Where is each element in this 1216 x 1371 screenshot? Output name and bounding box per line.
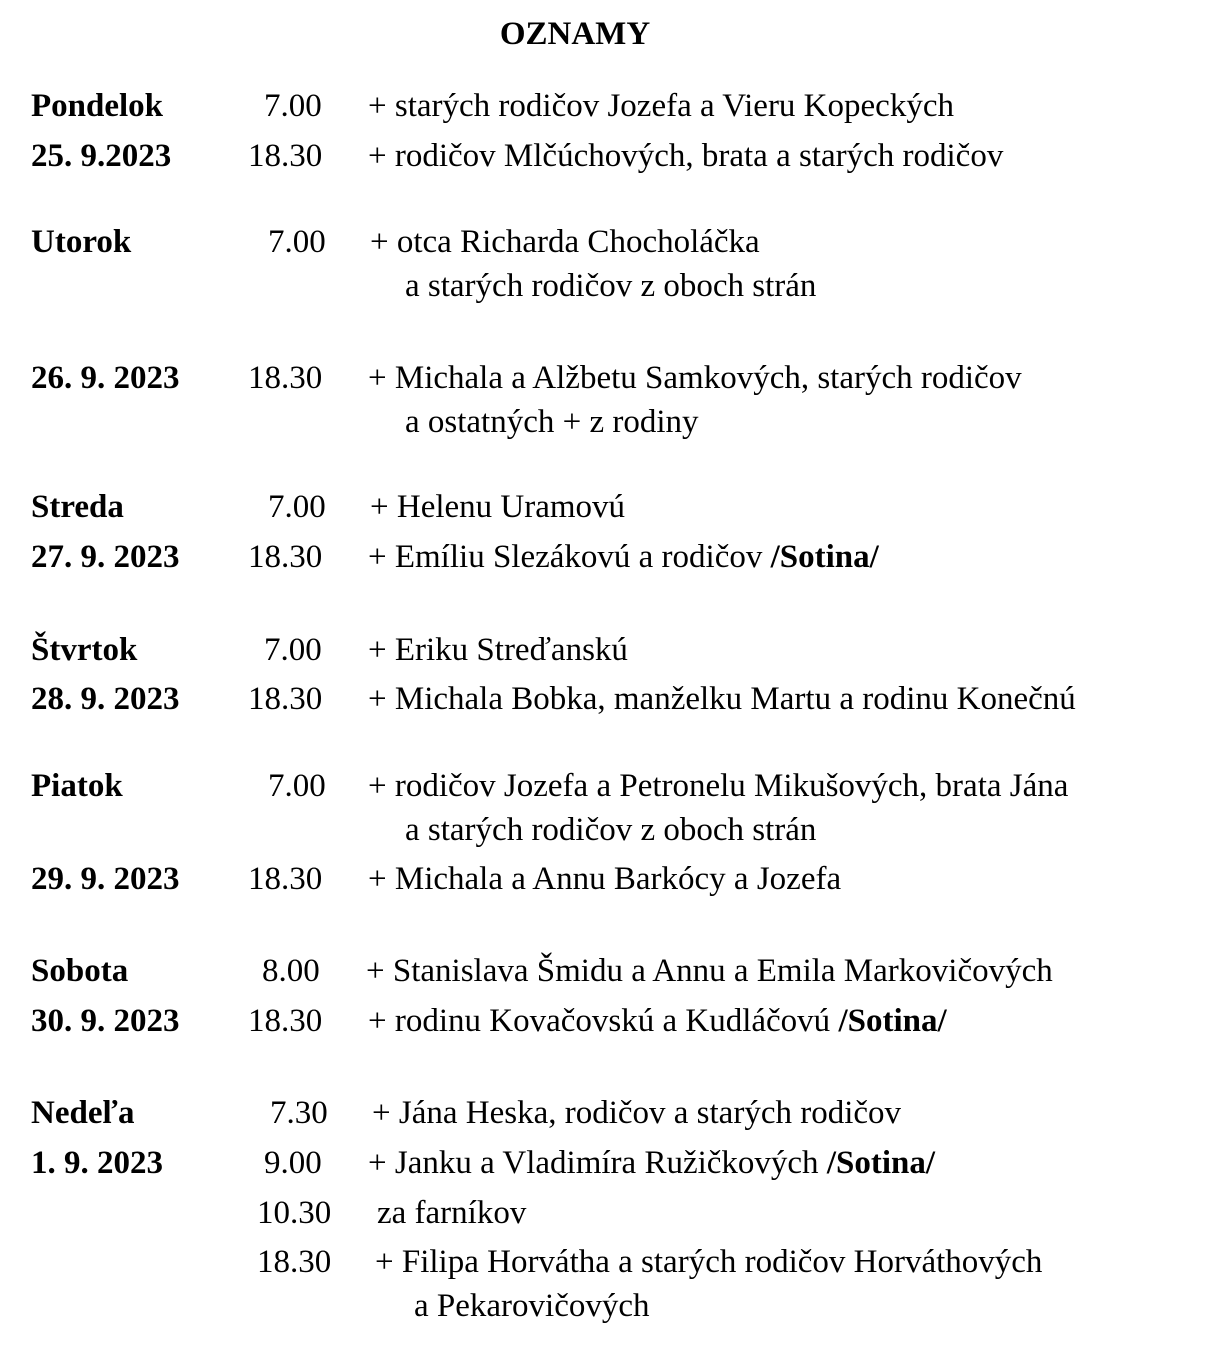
day-label: Sobota <box>31 953 129 989</box>
day-label: Štvrtok <box>31 632 138 668</box>
mass-time: 18.30 <box>248 138 323 174</box>
mass-time: 18.30 <box>257 1244 332 1280</box>
date-label: 27. 9. 2023 <box>31 539 180 575</box>
mass-time: 18.30 <box>248 861 323 897</box>
date-label: 28. 9. 2023 <box>31 681 180 717</box>
mass-intention: + Michala a Annu Barkócy a Jozefa <box>368 861 842 897</box>
date-label: 25. 9.2023 <box>31 138 172 174</box>
intention-text: + Emíliu Slezákovú a rodičov <box>368 539 771 575</box>
intention-text: + Janku a Vladimíra Ružičkových <box>368 1145 827 1181</box>
mass-time: 7.00 <box>264 632 322 668</box>
day-label: Nedeľa <box>31 1095 135 1131</box>
mass-intention-continued: a starých rodičov z oboch strán <box>405 812 817 848</box>
mass-intention: za farníkov <box>377 1195 527 1231</box>
place-tag: /Sotina/ <box>770 539 879 575</box>
place-tag: /Sotina/ <box>826 1145 936 1181</box>
mass-intention <box>368 1143 935 1183</box>
place-tag: /Sotina/ <box>838 1003 947 1039</box>
day-label: Pondelok <box>31 88 164 124</box>
mass-time: 7.30 <box>270 1095 328 1131</box>
mass-time: 18.30 <box>248 681 323 717</box>
mass-intention: + Jána Heska, rodičov a starých rodičov <box>372 1095 902 1131</box>
mass-intention <box>368 537 879 577</box>
mass-time: 10.30 <box>257 1195 332 1231</box>
date-label: 30. 9. 2023 <box>31 1003 180 1039</box>
mass-intention-continued: a Pekarovičových <box>414 1288 650 1324</box>
mass-intention: + Michala a Alžbetu Samkových, starých rodičov <box>368 360 1022 396</box>
mass-intention: + Helenu Uramovú <box>370 489 626 525</box>
mass-time: 7.00 <box>268 489 326 525</box>
mass-time: 7.00 <box>268 768 326 804</box>
intention-text: + rodinu Kovačovskú a Kudláčovú <box>368 1003 839 1039</box>
mass-intention-continued: a starých rodičov z oboch strán <box>405 268 817 304</box>
mass-time: 18.30 <box>248 539 323 575</box>
date-label: 1. 9. 2023 <box>31 1145 163 1181</box>
mass-intention-continued: a ostatných + z rodiny <box>405 404 699 440</box>
mass-time: 7.00 <box>264 88 322 124</box>
mass-intention: + Stanislava Šmidu a Annu a Emila Markovičových <box>366 953 1053 989</box>
mass-intention: + Filipa Horvátha a starých rodičov Horváthových <box>375 1244 1043 1280</box>
mass-intention: + rodičov Mlčúchových, brata a starých rodičov <box>368 138 1004 174</box>
mass-time: 9.00 <box>264 1145 322 1181</box>
mass-time: 7.00 <box>268 224 326 260</box>
mass-time: 18.30 <box>248 360 323 396</box>
mass-time: 18.30 <box>248 1003 323 1039</box>
day-label: Piatok <box>31 768 123 804</box>
mass-intention: + rodičov Jozefa a Petronelu Mikušových, brata Jána <box>368 768 1069 804</box>
mass-intention: + Michala Bobka, manželku Martu a rodinu Konečnú <box>368 681 1076 717</box>
mass-intention <box>368 1001 947 1041</box>
date-label: 26. 9. 2023 <box>31 360 180 396</box>
mass-intention: + Eriku Streďanskú <box>368 632 628 668</box>
page-title: OZNAMY <box>499 16 651 52</box>
mass-intention: + otca Richarda Chocholáčka <box>370 224 760 260</box>
day-label: Streda <box>31 489 124 525</box>
mass-time: 8.00 <box>262 953 320 989</box>
mass-intention: + starých rodičov Jozefa a Vieru Kopeckých <box>368 88 954 124</box>
date-label: 29. 9. 2023 <box>31 861 180 897</box>
day-label: Utorok <box>31 224 132 260</box>
